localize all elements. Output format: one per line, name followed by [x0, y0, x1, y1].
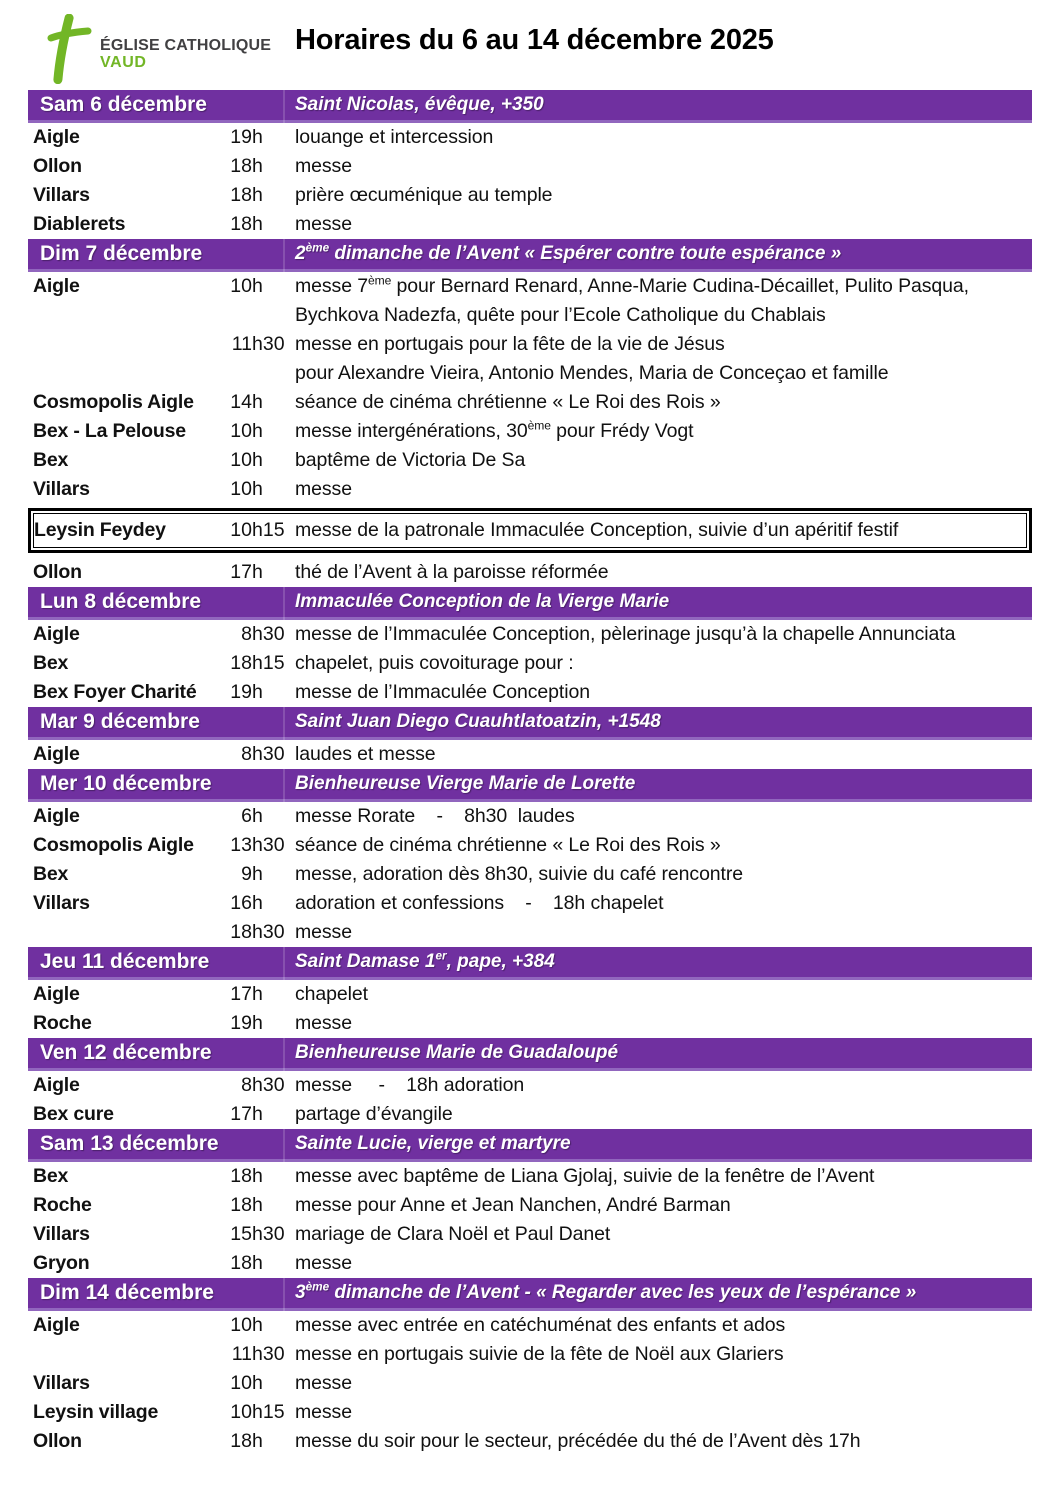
description-line: chapelet, puis covoiturage pour :: [295, 652, 574, 674]
row-description: [295, 330, 1032, 388]
time-hours: 18: [230, 921, 252, 943]
row-location: Cosmopolis Aigle: [33, 834, 194, 856]
time-minutes: h15: [252, 519, 285, 541]
day-name: Dim 7 décembre: [40, 242, 203, 265]
row-description: [295, 152, 1032, 181]
row-description: [295, 446, 1032, 475]
row-time: [218, 649, 295, 678]
time-minutes: h: [252, 892, 263, 914]
schedule-row: [28, 475, 1032, 504]
day-name: Ven 12 décembre: [40, 1041, 212, 1064]
row-time: [218, 1071, 295, 1100]
row-time: [218, 1398, 295, 1427]
description-line: messe: [295, 1401, 352, 1423]
time-minutes: h15: [252, 652, 285, 674]
time-hours: 9: [241, 863, 252, 885]
time-hours: 8: [241, 743, 252, 765]
time-minutes: h30: [252, 921, 285, 943]
highlight-box: [28, 508, 1032, 553]
time-minutes: h: [252, 1194, 263, 1216]
schedule-row: [28, 649, 1032, 678]
row-time: [218, 181, 295, 210]
schedule-row: [28, 1249, 1032, 1278]
schedule-row: [28, 860, 1032, 889]
row-description: [295, 210, 1032, 239]
time-minutes: h30: [252, 333, 285, 355]
day-name: Sam 6 décembre: [40, 93, 207, 116]
row-time: [218, 1009, 295, 1038]
row-time: [218, 860, 295, 889]
day-name: Mar 9 décembre: [40, 710, 200, 733]
description-line: messe - 18h adoration: [295, 1074, 525, 1096]
time-hours: 15: [230, 1223, 252, 1245]
row-location: Aigle: [33, 1314, 80, 1336]
row-time: [218, 417, 295, 446]
time-minutes: h: [252, 391, 263, 413]
time-minutes: h30: [252, 623, 285, 645]
time-minutes: h: [252, 449, 263, 471]
day-header-bar: [28, 947, 1032, 980]
row-description: [295, 831, 1032, 860]
row-location: Ollon: [33, 1430, 82, 1452]
row-description: [295, 1369, 1032, 1398]
highlight-box-inner: [33, 513, 1027, 548]
time-hours: 10: [230, 420, 252, 442]
row-time: [218, 446, 295, 475]
day-section: [28, 1278, 1032, 1456]
row-description: [295, 1162, 1032, 1191]
description-line: mariage de Clara Noël et Paul Danet: [295, 1223, 611, 1245]
day-section: [28, 587, 1032, 707]
row-description: [295, 272, 1032, 330]
day-section: [28, 947, 1032, 1038]
description-line: messe: [295, 921, 352, 943]
row-time: [218, 1369, 295, 1398]
time-hours: 18: [230, 213, 252, 235]
row-description: [295, 123, 1032, 152]
schedule-row: [28, 1009, 1032, 1038]
schedule-row: [28, 210, 1032, 239]
schedule-row: [28, 1427, 1032, 1456]
schedule-row: [28, 1100, 1032, 1129]
time-minutes: h: [252, 1165, 263, 1187]
logo-region: VAUD: [100, 53, 147, 71]
description-line: thé de l’Avent à la paroisse réformée: [295, 561, 609, 583]
description-line: messe Rorate - 8h30 laudes: [295, 805, 575, 827]
row-location: Aigle: [33, 805, 80, 827]
row-location: Bex: [33, 449, 69, 471]
row-time: [218, 831, 295, 860]
day-header-bar: [28, 1038, 1032, 1071]
document-header: [0, 0, 1058, 90]
time-minutes: h: [252, 478, 263, 500]
day-name: Mer 10 décembre: [40, 772, 212, 795]
row-location: [28, 330, 218, 388]
schedule-row: [28, 740, 1032, 769]
row-description: [295, 1311, 1032, 1340]
description-line: messe de la patronale Immaculée Conception, suivie d’un apéritif festif: [295, 519, 899, 541]
day-header-bar: [28, 1278, 1032, 1311]
schedule-row: [28, 1398, 1032, 1427]
row-time: [218, 918, 295, 947]
row-description: [295, 802, 1032, 831]
time-hours: 18: [230, 1252, 252, 1274]
row-description: [295, 475, 1032, 504]
description-line: messe en portugais suivie de la fête de Noël aux Glariers: [295, 1343, 784, 1365]
time-hours: 18: [230, 1430, 252, 1452]
schedule-row: [34, 516, 1026, 545]
description-line: louange et intercession: [295, 126, 494, 148]
schedule-row: [28, 1191, 1032, 1220]
time-hours: 16: [230, 892, 252, 914]
row-location: Gryon: [33, 1252, 90, 1274]
description-line: messe de l’Immaculée Conception, pèlerinage jusqu’à la chapelle Annunciata: [295, 623, 956, 645]
row-location: Ollon: [33, 155, 82, 177]
day-section: [28, 1038, 1032, 1129]
row-description: [295, 860, 1032, 889]
description-line: messe de l’Immaculée Conception: [295, 681, 590, 703]
row-location: Villars: [33, 184, 90, 206]
row-location: Aigle: [33, 1074, 80, 1096]
day-header-bar: [28, 707, 1032, 740]
time-minutes: h: [252, 805, 263, 827]
schedule-row: [28, 1162, 1032, 1191]
day-header-bar: [28, 239, 1032, 272]
day-section: [28, 1129, 1032, 1278]
schedule-row: [28, 446, 1032, 475]
time-hours: 8: [241, 623, 252, 645]
row-description: [295, 1009, 1032, 1038]
row-description: [295, 1427, 1032, 1456]
time-hours: 11: [231, 333, 252, 355]
time-hours: 10: [230, 1401, 252, 1423]
description-line: messe pour Anne et Jean Nanchen, André Barman: [295, 1194, 731, 1216]
schedule-row: [28, 1311, 1032, 1340]
row-time: [218, 980, 295, 1009]
time-minutes: h: [252, 1430, 263, 1452]
time-hours: 18: [230, 184, 252, 206]
row-time: [218, 516, 295, 545]
row-time: [218, 1162, 295, 1191]
row-location: Bex Foyer Charité: [33, 681, 197, 703]
row-description: [295, 918, 1032, 947]
time-minutes: h: [252, 1314, 263, 1336]
description-line: messe du soir pour le secteur, précédée du thé de l’Avent dès 17h: [295, 1430, 861, 1452]
description-line: chapelet: [295, 983, 368, 1005]
description-line: messe: [295, 1012, 352, 1034]
row-location: Bex: [33, 863, 69, 885]
row-description: [295, 678, 1032, 707]
schedule-row: [28, 152, 1032, 181]
row-location: Diablerets: [33, 213, 126, 235]
description-line: messe: [295, 1372, 352, 1394]
row-location: Bex - La Pelouse: [33, 420, 186, 442]
row-location: Aigle: [33, 983, 80, 1005]
day-name: Jeu 11 décembre: [40, 950, 210, 973]
description-line: laudes et messe: [295, 743, 436, 765]
schedule-row: [28, 388, 1032, 417]
time-hours: 8: [241, 1074, 252, 1096]
time-minutes: h30: [252, 1343, 285, 1365]
row-description: [295, 181, 1032, 210]
time-hours: 13: [230, 834, 252, 856]
row-time: [218, 889, 295, 918]
time-minutes: h: [252, 983, 263, 1005]
row-time: [218, 802, 295, 831]
row-location: Villars: [33, 892, 90, 914]
row-description: [295, 1071, 1032, 1100]
row-time: [218, 475, 295, 504]
row-description: [295, 1398, 1032, 1427]
row-location: [28, 918, 218, 947]
time-minutes: h: [252, 1012, 263, 1034]
time-hours: 11: [231, 1343, 252, 1365]
time-hours: 18: [230, 1165, 252, 1187]
row-description: [295, 889, 1032, 918]
time-minutes: h: [252, 1103, 263, 1125]
schedule-row: [28, 802, 1032, 831]
feast-title: Saint Damase 1er, pape, +384: [295, 949, 555, 972]
time-minutes: h: [252, 561, 263, 583]
time-hours: 19: [230, 681, 252, 703]
day-header-bar: [28, 587, 1032, 620]
time-minutes: h: [252, 184, 263, 206]
time-hours: 18: [230, 155, 252, 177]
day-name: Dim 14 décembre: [40, 1281, 214, 1304]
row-location: Cosmopolis Aigle: [33, 391, 194, 413]
time-hours: 10: [230, 519, 252, 541]
row-location: [28, 1340, 218, 1369]
feast-title: Bienheureuse Vierge Marie de Lorette: [295, 773, 636, 794]
row-location: Bex cure: [33, 1103, 114, 1125]
schedule-row: [28, 620, 1032, 649]
row-location: Leysin Feydey: [34, 519, 166, 541]
description-line: messe en portugais pour la fête de la vie de Jésus: [295, 333, 725, 355]
day-section: [28, 769, 1032, 947]
row-description: [295, 516, 1026, 545]
description-line: prière œcuménique au temple: [295, 184, 553, 206]
time-minutes: h30: [252, 834, 285, 856]
feast-title: Bienheureuse Marie de Guadaloupé: [295, 1042, 619, 1063]
description-line: messe avec baptême de Liana Gjolaj, suivie de la fenêtre de l’Avent: [295, 1165, 875, 1187]
schedule-row: [28, 123, 1032, 152]
row-time: [218, 678, 295, 707]
day-name: Lun 8 décembre: [40, 590, 202, 613]
feast-title: Saint Nicolas, évêque, +350: [295, 94, 544, 115]
time-hours: 18: [230, 652, 252, 674]
description-line: messe 7ème pour Bernard Renard, Anne-Marie Cudina-Décaillet, Pulito Pasqua,: [295, 273, 969, 297]
row-time: [218, 558, 295, 587]
row-time: [218, 1100, 295, 1129]
description-line: messe: [295, 213, 352, 235]
feast-title: 3ème dimanche de l’Avent - « Regarder avec les yeux de l’espérance »: [295, 1280, 917, 1303]
row-time: [218, 210, 295, 239]
row-location: Aigle: [33, 743, 80, 765]
row-time: [218, 388, 295, 417]
row-location: Bex: [33, 652, 69, 674]
row-time: [218, 123, 295, 152]
time-hours: 19: [230, 126, 252, 148]
logo-org-name: ÉGLISE CATHOLIQUE: [100, 37, 272, 54]
day-name: Sam 13 décembre: [40, 1132, 219, 1155]
description-line: séance de cinéma chrétienne « Le Roi des Rois »: [295, 834, 721, 856]
row-location: Roche: [33, 1012, 92, 1034]
time-minutes: h: [252, 863, 263, 885]
schedule-row: [28, 1220, 1032, 1249]
row-time: [218, 1340, 295, 1369]
row-description: [295, 1249, 1032, 1278]
schedule-row: [28, 678, 1032, 707]
schedule-row: [28, 272, 1032, 330]
row-description: [295, 1220, 1032, 1249]
row-location: Villars: [33, 1223, 90, 1245]
time-minutes: h: [252, 155, 263, 177]
time-minutes: h30: [252, 1074, 285, 1096]
row-description: [295, 1191, 1032, 1220]
day-section: [28, 90, 1032, 239]
row-time: [218, 1249, 295, 1278]
schedule-row: [28, 558, 1032, 587]
row-time: [218, 1311, 295, 1340]
time-minutes: h: [252, 126, 263, 148]
row-location: Ollon: [33, 561, 82, 583]
row-time: [218, 1220, 295, 1249]
row-description: [295, 388, 1032, 417]
row-description: [295, 649, 1032, 678]
row-description: [295, 417, 1032, 446]
day-section: [28, 239, 1032, 587]
day-header-bar: [28, 90, 1032, 123]
schedule-row: [28, 330, 1032, 388]
row-time: [218, 152, 295, 181]
row-description: [295, 1340, 1032, 1369]
time-minutes: h: [252, 1252, 263, 1274]
time-minutes: h: [252, 213, 263, 235]
row-location: Bex: [33, 1165, 69, 1187]
row-location: Villars: [33, 478, 90, 500]
feast-title: Sainte Lucie, vierge et martyre: [295, 1133, 571, 1154]
description-line: messe: [295, 155, 352, 177]
row-time: [218, 272, 295, 330]
day-header-bar: [28, 1129, 1032, 1162]
row-location: Aigle: [33, 126, 80, 148]
time-minutes: h: [252, 1372, 263, 1394]
row-location: Aigle: [33, 623, 80, 645]
description-line: messe avec entrée en catéchuménat des enfants et ados: [295, 1314, 786, 1336]
row-description: [295, 740, 1032, 769]
time-hours: 17: [230, 561, 252, 583]
time-minutes: h: [252, 275, 263, 297]
day-section: [28, 707, 1032, 769]
time-minutes: h15: [252, 1401, 285, 1423]
row-location: Aigle: [33, 275, 80, 297]
schedule-row: [28, 980, 1032, 1009]
description-line: partage d’évangile: [295, 1103, 453, 1125]
row-time: [218, 620, 295, 649]
schedule-row: [28, 1071, 1032, 1100]
logo: [44, 14, 271, 84]
row-location: Roche: [33, 1194, 92, 1216]
time-minutes: h30: [252, 743, 285, 765]
feast-title: 2ème dimanche de l’Avent « Espérer contre toute espérance »: [295, 241, 842, 264]
description-line: messe: [295, 1252, 352, 1274]
schedule-row: [28, 831, 1032, 860]
time-minutes: h30: [252, 1223, 285, 1245]
row-description: [295, 1100, 1032, 1129]
description-line: adoration et confessions - 18h chapelet: [295, 892, 664, 914]
schedule-row: [28, 417, 1032, 446]
description-line: Bychkova Nadezfa, quête pour l’Ecole Catholique du Chablais: [295, 304, 826, 326]
time-hours: 10: [230, 1372, 252, 1394]
time-hours: 10: [230, 449, 252, 471]
page-title: Horaires du 6 au 14 décembre 2025: [295, 24, 774, 56]
description-line: baptême de Victoria De Sa: [295, 449, 526, 471]
time-hours: 10: [230, 1314, 252, 1336]
time-minutes: h: [252, 420, 263, 442]
time-hours: 10: [230, 275, 252, 297]
description-line: messe intergénérations, 30ème pour Frédy Vogt: [295, 418, 694, 442]
row-description: [295, 620, 1032, 649]
schedule-row: [28, 889, 1032, 918]
row-location: Leysin village: [33, 1401, 159, 1423]
time-hours: 6: [241, 805, 252, 827]
description-line: messe: [295, 478, 352, 500]
schedule-row: [28, 918, 1032, 947]
time-hours: 17: [230, 983, 252, 1005]
time-hours: 14: [230, 391, 252, 413]
description-line: séance de cinéma chrétienne « Le Roi des Rois »: [295, 391, 721, 413]
time-hours: 18: [230, 1194, 252, 1216]
time-hours: 19: [230, 1012, 252, 1034]
description-line: messe, adoration dès 8h30, suivie du café rencontre: [295, 863, 744, 885]
row-description: [295, 980, 1032, 1009]
feast-title: Saint Juan Diego Cuauhtlatoatzin, +1548: [295, 711, 661, 732]
time-minutes: h: [252, 681, 263, 703]
row-time: [218, 1191, 295, 1220]
row-time: [218, 330, 295, 388]
time-hours: 17: [230, 1103, 252, 1125]
time-hours: 10: [230, 478, 252, 500]
schedule: [28, 90, 1032, 1456]
schedule-row: [28, 1340, 1032, 1369]
feast-title: Immaculée Conception de la Vierge Marie: [295, 591, 670, 612]
day-header-bar: [28, 769, 1032, 802]
schedule-row: [28, 181, 1032, 210]
description-line: pour Alexandre Vieira, Antonio Mendes, Maria de Conceçao et famille: [295, 362, 889, 384]
logo-cross-icon: [44, 14, 98, 84]
logo-text: [100, 38, 271, 72]
row-location: Villars: [33, 1372, 90, 1394]
row-time: [218, 1427, 295, 1456]
row-description: [295, 558, 1032, 587]
schedule-row: [28, 1369, 1032, 1398]
row-time: [218, 740, 295, 769]
